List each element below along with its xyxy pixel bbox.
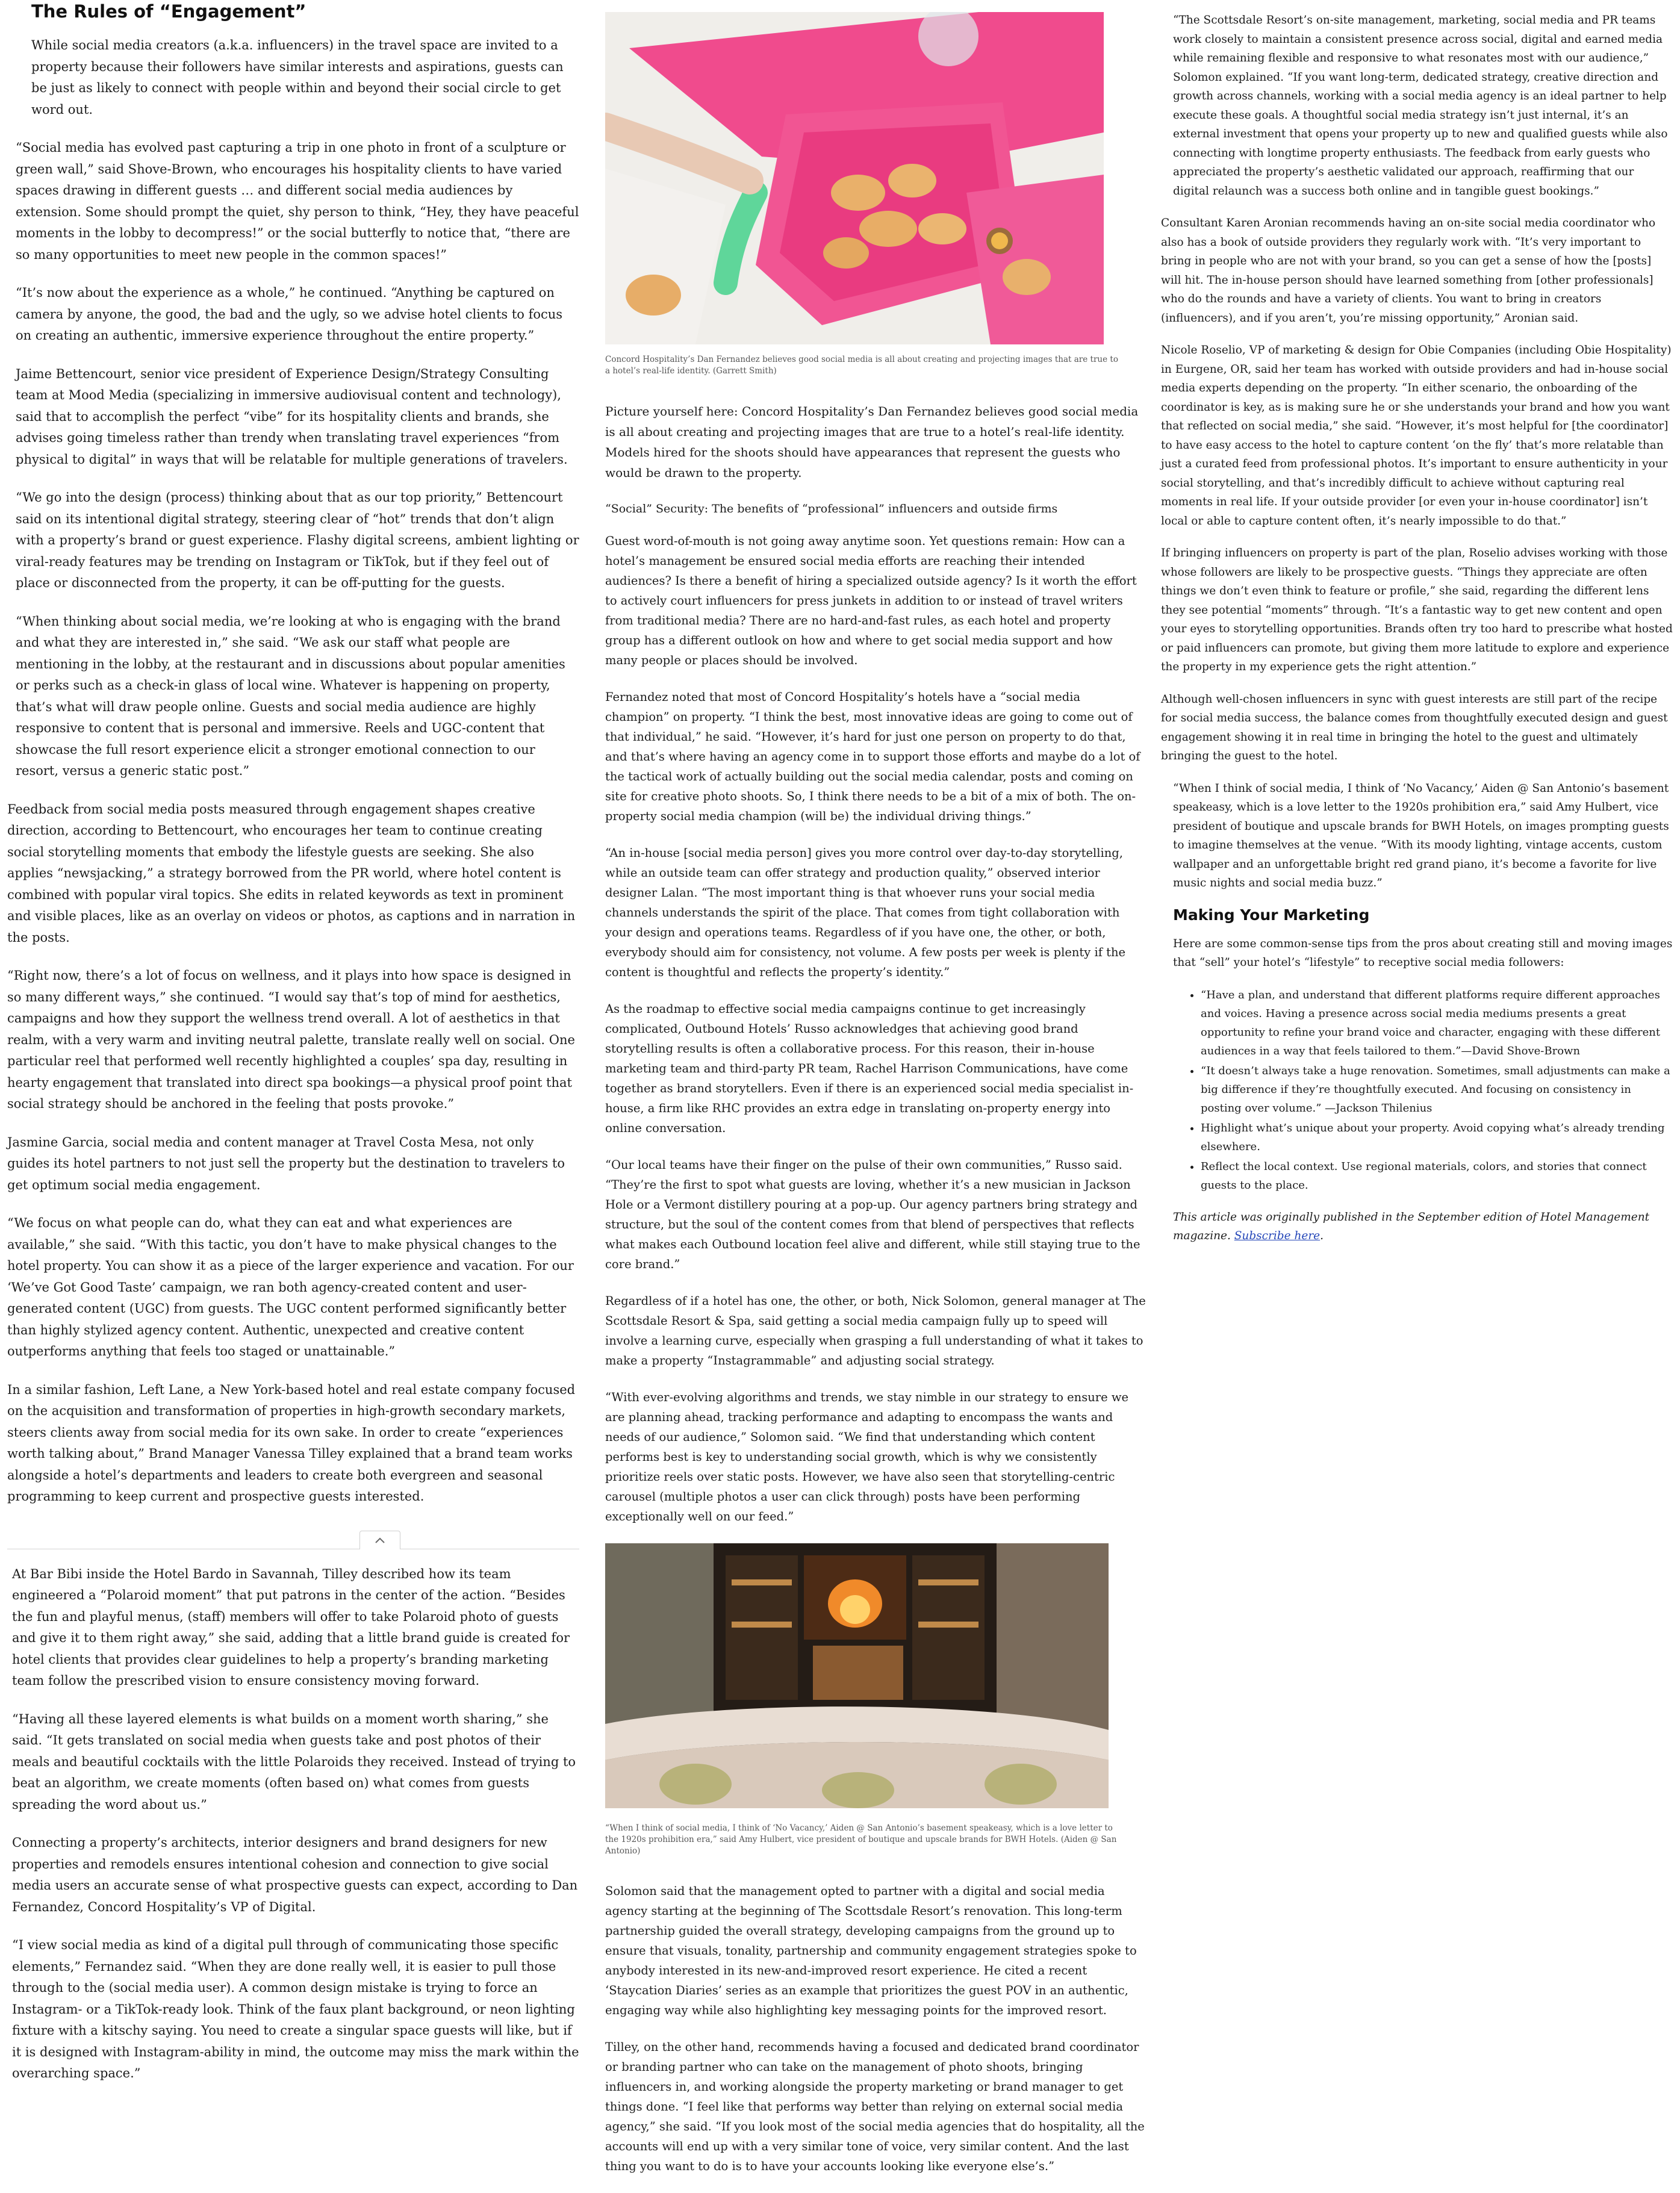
paragraph: Nicole Roselio, VP of marketing & design for Obie Companies (including Obie Hospitality) in Eurgene, OR, said her team has worked with outside providers and had in-house social media experts depending on the property. “In either scenario, the onboarding of the coordinator is key, as is making sure he or she understands your brand and how you want that reflected on social media,” she said. “However, it’s most helpful for [the coordinator] to have easy access to the hotel to capture content ‘on the fly’ that’s more relatable than just a curated feed from professional photos. It’s important to ensure authenticity in your social storytelling, and that’s incredibly difficult to achieve without capturing real moments in real life. If your outside provider [or even your in-house coordinator] isn’t local or able to capture content often, it’s nearly impossible to do that.” [1161,344,1672,527]
paragraph: Tilley, on the other hand, recommends having a focused and dedicated brand coordinator or branding partner who can take on the management of photo shoots, bringing influencers in, and working alongside the property marketing or brand manager to get things done. “I feel like that performs way better than relying on external social media agency,” she said. “If you look most of the social media agencies that do hospitality, all the accounts will end up with a very similar tone of voice, very similar content. And the last thing you want to do is to have your accounts looking like everyone else’s.” [605,2040,1145,2173]
speakeasy-bar-photo [605,1543,1109,1808]
paragraph: “Social media has evolved past capturing a trip in one photo in front of a sculpture or green wall,” said Shove-Brown, who encourages his hospitality clients to have varied spaces drawing in different guests … and different social media audiences by extension. Some should prompt the quiet, shy person to think, “Hey, they have peaceful moments in the lobby to decompress!” or the social butterfly to notice that, “there are so many opportunities to meet new people in the common spaces!” [16,140,579,262]
paragraph: Consultant Karen Aronian recommends having an on-site social media coordinator who also has a book of outside providers they regularly work with. “It’s very important to bring in people who are not with your brand, so you can get a sense of how the [posts] will hit. The in-house person should have learned something from [other professionals] who do the rounds and have a variety of clients. You want to bring in creators (influencers), and if you aren’t, you’re missing opportunity,” Aronian said. [1161,217,1656,325]
collapse-button[interactable] [359,1531,400,1549]
article-column-right [1161,0,1673,1259]
paragraph: “With ever-evolving algorithms and trends, we stay nimble in our strategy to ensure we are planning ahead, tracking performance and adapting to encompass the wants and needs of our audience,” Solomon said. “We find that understanding which content performs best is key to understanding social growth, which is why we consistently prioritize reels over static posts. However, we have also seen that storytelling-centric carousel (multiple photos a user can click through) posts have been performing exceptionally well on our feed.” [605,1390,1129,1523]
paragraph: Solomon said that the management opted to partner with a digital and social media agency starting at the beginning of The Scottsdale Resort’s renovation. This long-term partnership guided the overall strategy, developing campaigns from the ground up to ensure that visuals, tonality, partnership and community engagement strategies spoke to anybody interested in its new-and-improved resort experience. He cited a recent ‘Staycation Diaries’ series as an example that prioritizes the guest POV in an authentic, engaging way while also highlighting key messaging points for the improved resort. [605,1884,1137,2017]
paragraph: Fernandez noted that most of Concord Hospitality’s hotels have a “social media champion” on property. “I think the best, most innovative ideas are going to come out of that individual,” he said. “However, it’s hard for just one person on property to do that, and that’s where having an agency come in to support those efforts and maybe do a lot of the tactical work of actually building out the social media calendar, posts and coming on site for creative photo shoots. So, I think there needs to be a bit of a mix of both. The on-property social media champion (will be) the individual driving things.” [605,690,1140,823]
paragraph: In a similar fashion, Left Lane, a New York-based hotel and real estate company focused on the acquisition and transformation of properties in high-growth secondary markets, steers clients away from social media for its own sake. In order to create “experiences worth talking about,” Brand Manager Vanessa Tilley explained that a brand team works alongside a hotel’s departments and leaders to create both evergreen and seasonal programming to keep current and prospective guests interested. [7,1382,576,1504]
section-heading-marketing: Making Your Marketing [1173,906,1370,924]
publication-note-text: This article was originally published in the September edition of Hotel Management magazine. [1173,1210,1650,1242]
paragraph: If bringing influencers on property is part of the plan, Roselio advises working with those whose followers are likely to be prospective guests. “Things they appreciate are often things we don’t even think to feature or profile,” she said, regarding the different lens they see potential “moments” through. “It’s a fantastic way to get new content and open your eyes to storytelling opportunities. Brands often try too hard to prescribe what hosted or paid influencers can promote, but giving them more latitude to explore and experience the property in my experience gets the right attention.” [1161,547,1673,673]
section-subheading: “Social” Security: The benefits of “professional” influencers and outside firms [605,502,1058,515]
paragraph: As the roadmap to effective social media campaigns continue to get increasingly complicated, Outbound Hotels’ Russo acknowledges that achieving good brand storytelling results is often a collaborative process. For this reason, their in-house marketing team and third-party PR team, Rachel Harrison Communications, have come together as brand storytellers. Even if there is an experienced social media specialist in-house, a firm like RHC provides an extra edge in translating on-property energy into online conversation. [605,1002,1134,1135]
paragraph: Picture yourself here: Concord Hospitality’s Dan Fernandez believes good social media is all about creating and projecting images that are true to a hotel’s real-life identity. Models hired for the shoots should have appearances that represent the guests who would be drawn to the property. [605,404,1139,480]
chevron-up-icon [375,1537,385,1544]
list-item: • Highlight what’s unique about your property. Avoid copying what’s already trending elsewhere. [1201,1119,1673,1156]
publication-note [1161,1208,1673,1246]
subscribe-link[interactable]: Subscribe here [1234,1230,1321,1242]
paragraph: “I view social media as kind of a digital pull through of communicating those specific elements,” Fernandez said. “When they are done really well, it is easier to pull those through to the (social media user). A common design mistake is trying to force an Instagram- or a TikTok-ready look. Think of the faux plant background, or neon lighting fixture with a kitschy saying. You need to create a singular space guests will like, but if it is designed with Instagram-ability in mind, the outcome may miss the mark within the overarching space.” [12,1938,579,2080]
paragraph: Although well-chosen influencers in sync with guest interests are still part of the recipe for social media success, the balance comes from thoughtfully executed design and guest engagement showing it in real time in bringing the hotel to the guest and ultimately bringing the guest to the hotel. [1161,692,1668,762]
paragraph: Jasmine Garcia, social media and content manager at Travel Costa Mesa, not only guides its hotel partners to not just sell the property but the destination to travelers to get optimum social media engagement. [7,1134,565,1192]
list-item: • “Have a plan, and understand that different platforms require different approaches and voices. Having a presence across social media mediums presents a great opportunity to refine your brand voice and character, engaging with these different audiences in a way that feels tailored to them.”—David Shove-Brown [1201,986,1673,1060]
paragraph: At Bar Bibi inside the Hotel Bardo in Savannah, Tilley described how its team engineered a “Polaroid moment” that put patrons in the center of the action. “Besides the fun and playful menus, (staff) members will offer to take Polaroid photo of guests and give it to them right away,” she said, adding that a little brand guide is created for hotel clients that provides clear guidelines to help a property’s branding marketing team follow the prescribed vision to ensure consistency moving forward. [12,1566,570,1688]
photo-image [605,12,1104,344]
article-column-left [7,0,579,2101]
paragraph: “An in-house [social media person] gives you more control over day-to-day storytelling, while an outside team can offer strategy and production quality,” observed interior designer Lalan. “The most important thing is that whoever runs your social media channels understands the spirit of the place. That comes from tight collaboration with your design and operations teams. Regardless of if you have one, the other, or both, everybody should aim for consistency, not volume. A few posts per week is plenty if the content is thoughtful and reflects the property’s identity.” [605,846,1126,979]
paragraph: Regardless of if a hotel has one, the other, or both, Nick Solomon, general manager at The Scottsdale Resort & Spa, said getting a social media campaign fully up to speed will involve a learning curve, especially when grasping a full understanding of what it takes to make a property “Instagrammable” and adjusting social strategy. [605,1294,1146,1367]
paragraph: “We go into the design (process) thinking about that as our top priority,” Bettencourt said on its intentional digital strategy, steering clear of “hot” trends that don’t align with a property’s brand or guest experience. Flashy digital screens, ambient lighting or viral-ready features may be trending on Instagram or TikTok, but if they feel out of place or disconnected from the property, it can be off-putting for the guests. [16,490,579,590]
paragraph: “When thinking about social media, we’re looking at who is engaging with the brand and what they are interested in,” she said. “We ask our staff what people are mentioning in the lobby, at the restaurant and in discussions about popular amenities or perks such as a check-in glass of local wine. Whatever is happening on property, that’s what will draw people online. Guests and social media audience are highly responsive to content that is personal and immersive. Reels and UGC-content that showcase the full resort experience elicit a stronger emotional connection to our resort, versus a generic static post.” [16,614,565,778]
paragraph: Guest word-of-mouth is not going away anytime soon. Yet questions remain: How can a hotel’s management be ensured social media efforts are reaching their intended audiences? Is there a benefit of hiring a specialized outside agency? Is it worth the effort to actively court influencers for press junkets in addition to or instead of travel writers from traditional media? There are no hard-and-fast rules, as each hotel and property group has a different outlook on how and where to get social media support and how many people or places should be involved. [605,534,1137,667]
content-divider [7,1525,579,1549]
section-heading-engagement: The Rules of “Engagement” [31,1,306,22]
cookie-boxes-photo [605,12,1104,344]
paragraph: Feedback from social media posts measured through engagement shapes creative direction, according to Bettencourt, who encourages her team to continue creating social storytelling moments that embody the lifestyle guests are seeking. She also applies “newsjacking,” a strategy borrowed from the PR world, where hotel content is combined with popular viral topics. She edits in related keywords as text in prominent and visible places, like as an overlay on videos or photos, as captions and in narration in the posts. [7,801,576,945]
paragraph: “Right now, there’s a lot of focus on wellness, and it plays into how space is designed in so many different ways,” she continued. “I would say that’s top of mind for aesthetics, campaigns and how they support the wellness trend overall. A lot of aesthetics in that realm, with a very warm and inviting neutral palette, translate really well on social. One particular reel that performed well recently highlighted a couples’ spa day, resulting in hearty engagement that translated into direct spa bookings—a physical proof point that social strategy should be anchored in the feeling that posts provoke.” [7,968,575,1111]
paragraph: “Having all these layered elements is what builds on a moment worth sharing,” she said. “It gets translated on social media when guests take and post photos of their meals and beautiful cocktails with the little Polaroids they received. Instead of trying to beat an algorithm, we create moments (often based on) what comes from guests spreading the word about us.” [12,1711,576,1812]
paragraph: “It’s now about the experience as a whole,” he continued. “Anything be captured on camera by anyone, the good, the bad and the ugly, so we advise hotel clients to focus on creating an authentic, immersive experience throughout the entire property.” [16,285,563,343]
publication-note-end: . [1320,1230,1324,1242]
list-item: • Reflect the local context. Use regional materials, colors, and stories that connect guests to the place. [1201,1157,1673,1195]
paragraph: Here are some common-sense tips from the pros about creating still and moving images that “sell” your hotel’s “lifestyle” to receptive social media followers: [1173,937,1673,969]
paragraph: Connecting a property’s architects, interior designers and brand designers for new properties and remodels ensures intentional cohesion and connection to give social media users an accurate sense of what prospective guests can expect, according to Dan Fernandez, Concord Hospitality’s VP of Digital. [12,1835,578,1914]
paragraph: “When I think of social media, I think of ‘No Vacancy,’ Aiden @ San Antonio’s basement speakeasy, which is a love letter to the 1920s prohibition era,” said Amy Hulbert, vice president of boutique and upscale brands for BWH Hotels, on images prompting guests to imagine themselves at the venue. “With its moody lighting, vintage accents, custom wallpaper and an unforgettable bright red grand piano, it’s become a favorite for live music nights and social media buzz.” [1173,782,1669,889]
list-item: • “It doesn’t always take a huge renovation. Sometimes, small adjustments can make a big difference if they’re thoughtfully executed. And focusing on consistency in posting over volume.” —Jackson Thilenius [1201,1062,1673,1118]
paragraph: Jaime Bettencourt, senior vice president of Experience Design/Strategy Consulting team at Mood Media (specializing in immersive audiovisual content and technology), said that to accomplish the perfect “vibe” for its hospitality clients and brands, she advises going timeless rather than trendy when translating travel experiences “from physical to digital” in ways that will be relatable for multiple generations of travelers. [16,366,568,467]
paragraph: “We focus on what people can do, what they can eat and what experiences are available,” she said. “With this tactic, you don’t have to make physical changes to the hotel property. You can show it as a piece of the larger experience and vacation. For our ‘We’ve Got Good Taste’ campaign, we ran both agency-created content and user-generated content (UGC) from guests. The UGC content performed significantly better than highly stylized agency content. Authentic, unexpected and creative content outperforms anything that feels too staged or unattainable.” [7,1216,574,1358]
tips-list [1161,986,1673,1195]
photo-caption: “When I think of social media, I think of ‘No Vacancy,’ Aiden @ San Antonio’s basement speakeasy, which is a love letter to the 1920s prohibition era,” said Amy Hulbert, vice president of boutique and upscale brands for BWH Hotels. (Aiden @ San Antonio) [605,1823,1117,1856]
paragraph: “Our local teams have their finger on the pulse of their own communities,” Russo said. “They’re the first to spot what guests are loving, whether it’s a new musician in Jackson Hole or a Vermont distillery pouring at a pop-up. Our agency partners bring strategy and structure, but the soul of the content comes from that blend of perspectives that reflects what makes each Outbound location feel alive and different, while still staying true to the core brand.” [605,1158,1140,1271]
paragraph: “The Scottsdale Resort’s on-site management, marketing, social media and PR teams work closely to maintain a consistent presence across social, digital and earned media while remaining flexible and responsive to what resonates most with our audience,” Solomon explained. “If you want long-term, dedicated strategy, creative direction and growth across channels, working with a social media agency is an ideal partner to help execute these goals. A thoughtful social media strategy isn’t just internal, it’s an external investment that opens your property up to new and qualified guests while also connecting with longtime property enthusiasts. The feedback from early guests who appreciated the property’s aesthetic validated our approach, reaffirming that our digital relaunch was a success both online and in tangible guest bookings.” [1173,14,1668,198]
article-column-middle [605,0,1147,2193]
paragraph: While social media creators (a.k.a. influencers) in the travel space are invited to a property because their followers have similar interests and aspirations, guests can be just as likely to connect with people within and beyond their social circle to get word out. [31,38,564,117]
photo-image [605,1543,1109,1808]
photo-caption: Concord Hospitality’s Dan Fernandez believes good social media is all about creating and projecting images that are true to a hotel’s real-life identity. (Garrett Smith) [605,355,1118,376]
